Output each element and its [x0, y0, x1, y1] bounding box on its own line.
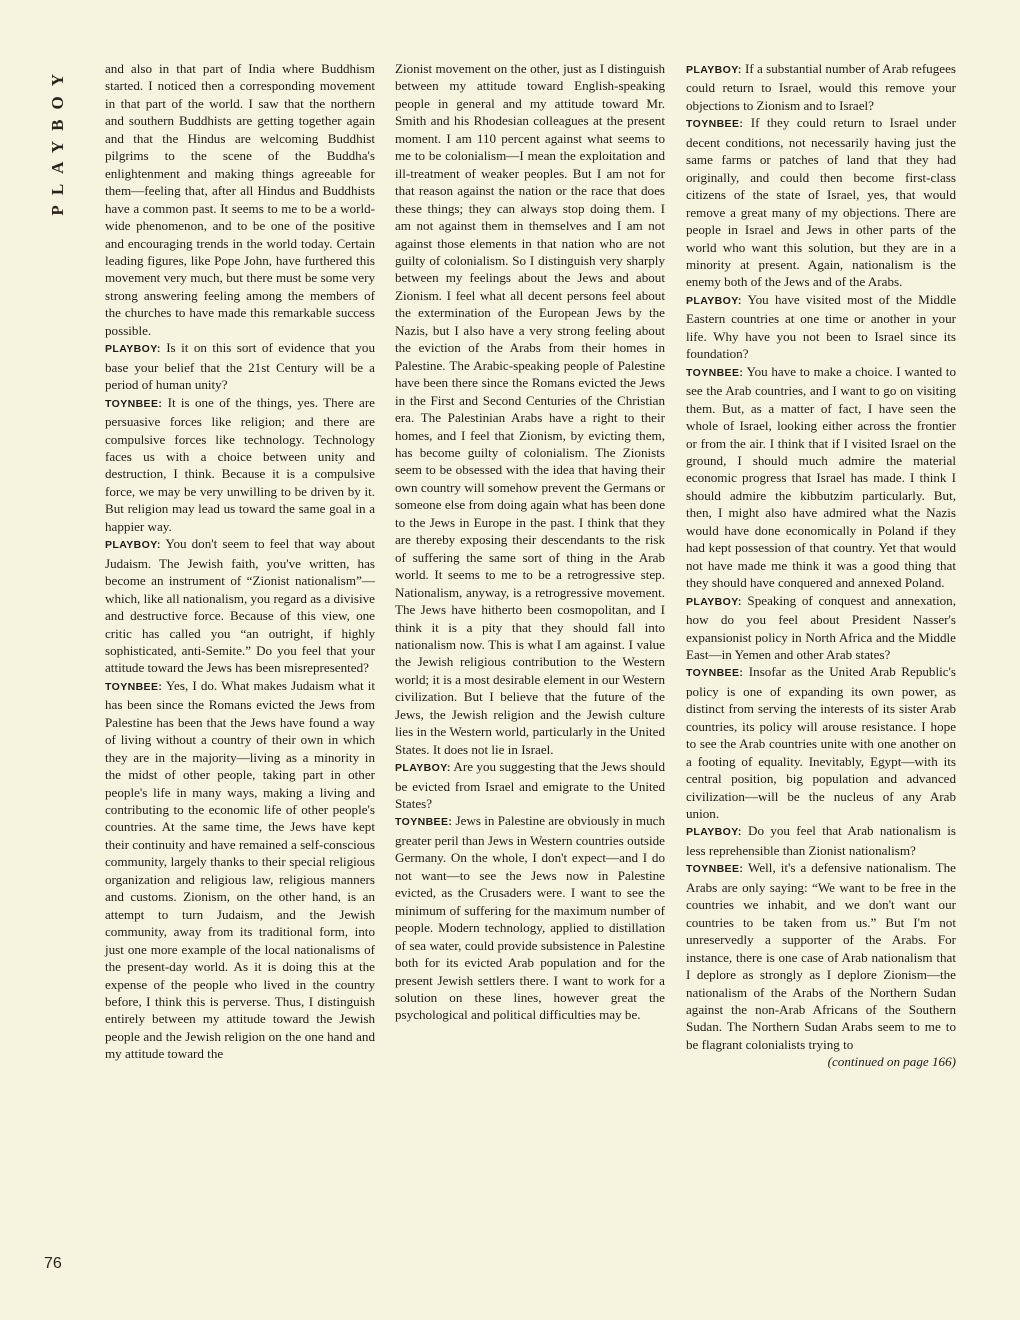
paragraph-text: Zionist movement on the other, just as I distinguish between my attitude toward English-speaking people in general and my attitude toward Mr. Smith and his Rhodesian colleagues at the present moment. I am 110 percent against what seems to me to be colonialism—I mean the exploitation and ill-treatment of weaker peoples. But I am not for that reason against the nation or the race that does these things; they can always stop doing them. I am not against them in themselves and I am not against those elements in that nation who are not guilty of colonialism. So I distinguish very sharply between my feelings about the Jews and about Zionism. I feel what all decent persons feel about the extermination of the European Jews by the Nazis, but I also have a very strong feeling about the eviction of the Arabs from their homes in Palestine. The Arabic-speaking people of Palestine have been there since the Romans evicted the Jews in the First and Second Centuries of the Christian era. The Palestinian Arabs have a right to their homes, and I feel that Zionism, by evicting them, has become guilty of colonialism. The Zionists seem to be obsessed with the idea that having their own country will somehow prevent the Germans or someone else from doing again what has been done to the Jews in Europe in the past. I think that they are thereby exposing their descendants to the risk of suffering the same sort of thing in the Arab world. It seems to me to be a retrogressive step. Nationalism, anyway, is a retrogressive movement. The Jews have hitherto been cosmopolitan, and I think it is a pity that they should fall into nationalism now. This is what I am against. I value the Jewish religious contribution to the Western world; it is a most desirable element in our Western civilization. But I believe that the future of the Jews, the Jewish religion and the Jewish culture lies in the Western world, particularly in the United States. It does not lie in Israel. [395, 61, 665, 757]
article-column-3 [686, 60, 956, 1071]
paragraph [686, 592, 956, 664]
paragraph-text: You don't seem to feel that way about Judaism. The Jewish faith, you've written, has become an instrument of “Zionist nationalism”—which, like all nationalism, you regard as a divisive and destructive force. Because of this view, one critic has called you “an outright, if highly sophisticated, anti-Semite.” Do you feel that your attitude toward the Jews has been misrepresented? [105, 536, 375, 676]
paragraph-text: and also in that part of India where Buddhism started. I noticed then a corresponding movement in that part of the world. I saw that the northern and southern Buddhists are getting together again and that the Hindus are welcoming Buddhist pilgrims to the scene of the Buddha's enlightenment and making things agreeable for them—feeling that, after all Hindus and Buddhists have a common past. It seems to me to be a world-wide phenomenon, and to be one of the positive and encouraging trends in the world today. Certain leading figures, like Pope John, have furthered this movement very much, but there must be some very strong answering feeling among the members of the churches to have made this remarkable success possible. [105, 61, 375, 338]
magazine-masthead: PLAYBOY [48, 64, 67, 216]
paragraph [686, 663, 956, 822]
article-column-1 [105, 60, 375, 1063]
paragraph [686, 291, 956, 363]
speaker-label: PLAYBOY: [105, 343, 161, 356]
paragraph [105, 60, 375, 339]
speaker-label: PLAYBOY: [686, 595, 742, 608]
speaker-label: PLAYBOY: [686, 64, 742, 76]
paragraph [686, 60, 956, 114]
paragraph-text: Jews in Palestine are obviously in much greater peril than Jews in Western countries outside Germany. On the whole, I don't expect—and I do not want—to see the Jews now in Palestine evicted, as the Crusaders were. I want to see the minimum of suffering for the maximum number of people. Modern technology, applied to distillation of sea water, could provide subsistence in Palestine both for its evicted Arab population and for the present Jewish settlers there. I want to work for a solution on these lines, however great the psychological and political difficulties may be. [395, 813, 666, 1023]
paragraph [105, 394, 375, 536]
continued-note: (continued on page 166) [827, 1054, 956, 1070]
paragraph [105, 339, 375, 393]
paragraph-text: If a substantial number of Arab refugees could return to Israel, would this remove your objections to Zionism and to Israel? [686, 61, 956, 113]
paragraph-text: Is it on this sort of evidence that you base your belief that the 21st Century will be a period of human unity? [105, 340, 375, 393]
paragraph-text: You have to make a choice. I wanted to see the Arab countries, and I want to go on visiting them. But, as a matter of fact, I have seen the whole of Israel, looking either across the frontier or from the air. I think that if I visited Israel on the ground, I should much admire the material economic progress that Israel has made. I think I should admire the kibbutzim particularly. But, then, I might also have admired what the Nazis would have done economically in Poland if they had kept possession of that country. Yet that would not have made me think it was a good thing that they should have conquered and annexed Poland. [686, 363, 956, 591]
paragraph-text: Are you suggesting that the Jews should be evicted from Israel and emigrate to the United States? [395, 759, 665, 812]
paragraph-text: You have visited most of the Middle Eastern countries at one time or another in your life. Why have you not been to Israel since its foundation? [686, 291, 956, 362]
speaker-label: TOYNBEE: [686, 118, 744, 131]
speaker-label: PLAYBOY: [686, 826, 742, 839]
paragraph-text: It is one of the things, yes. There are persuasive forces like religion; and there are compulsive forces like technology. Technology faces us with a choice between unity and destruction, I think. Because it is a compulsive force, we may be very unwilling to be driven by it. But religion may lead us toward the same goal in a happier way. [105, 394, 375, 534]
paragraph-text: If they could return to Israel under decent conditions, not necessarily having just the same farms or patches of land that they had originally, and could then become first-class citizens of the state of Israel, yes, that would remove a great many of my objections. There are people in Israel and Jews in other parts of the world who want this solution, but they are in a minority at present. Again, nationalism is the enemy both of the Jews and of the Arabs. [686, 115, 956, 290]
paragraph-text: Speaking of conquest and annexation, how do you feel about President Nasser's expansionist policy in North Africa and the Middle East—in Yemen and other Arab states? [686, 592, 956, 662]
speaker-label: TOYNBEE: [395, 816, 453, 829]
speaker-label: TOYNBEE: [686, 863, 744, 876]
paragraph [686, 859, 956, 1053]
speaker-label: TOYNBEE: [686, 366, 744, 379]
paragraph-text: Insofar as the United Arab Republic's policy is one of expanding its own power, as distinct from serving the interests of its sister Arab countries, its policy will arouse resistance. I hope to see the Arab countries unite with one another on a footing of equality. Inevitably, Egypt—with its central position, big population and advanced civilization—will be the nucleus of any Arab union. [686, 664, 957, 822]
paragraph-text: Well, it's a defensive nationalism. The Arabs are only saying: “We want to be free in the countries we inhabit, and we don't want our countries to be taken from us.” But I'm not unreservedly a supporter of the Arabs. For instance, there is one case of Arab nationalism that I deplore as strongly as I deplore Zionism—the nationalism of the Arabs of the Northern Sudan against the non-Arab Africans of the Southern Sudan. The Northern Sudan Arabs seem to me to be flagrant colonialists trying to [686, 860, 956, 1052]
article-column-2 [395, 60, 665, 1024]
speaker-label: TOYNBEE: [686, 667, 744, 680]
paragraph-text: Yes, I do. What makes Judaism what it has been since the Romans evicted the Jews from Palestine has been that the Jews have found a way of living without a country of their own in which they are in the majority—living as a minority in the midst of other people, taking part in other people's life in many ways, making a living and contributing to the economic life of other people's countries. At the same time, the Jews have kept their continuity and have remained a self-conscious community, largely thanks to their special religious organization and religious law, religious manners and customs. Zionism, on the other hand, is an attempt to turn Judaism, and the Jewish community, away from its traditional form, into just one more example of the local nationalisms of the present-day world. As it is doing this at the expense of the people who lived in the country before, I think this is perverse. Thus, I distinguish entirely between my attitude toward the Jewish people and the Jewish religion on the one hand and my attitude toward the [105, 677, 375, 1062]
paragraph [395, 60, 665, 758]
paragraph [105, 677, 375, 1063]
speaker-label: TOYNBEE: [105, 680, 163, 693]
speaker-label: PLAYBOY: [105, 539, 161, 552]
page-number: 76 [44, 1255, 62, 1272]
paragraph-text: Do you feel that Arab nationalism is less reprehensible than Zionist nationalism? [686, 823, 956, 858]
speaker-label: PLAYBOY: [395, 762, 451, 775]
paragraph [686, 822, 956, 859]
paragraph [105, 535, 375, 677]
paragraph [395, 812, 665, 1023]
speaker-label: PLAYBOY: [686, 294, 742, 307]
speaker-label: TOYNBEE: [105, 397, 163, 410]
paragraph [686, 114, 956, 291]
paragraph [686, 363, 956, 592]
paragraph [395, 758, 665, 812]
